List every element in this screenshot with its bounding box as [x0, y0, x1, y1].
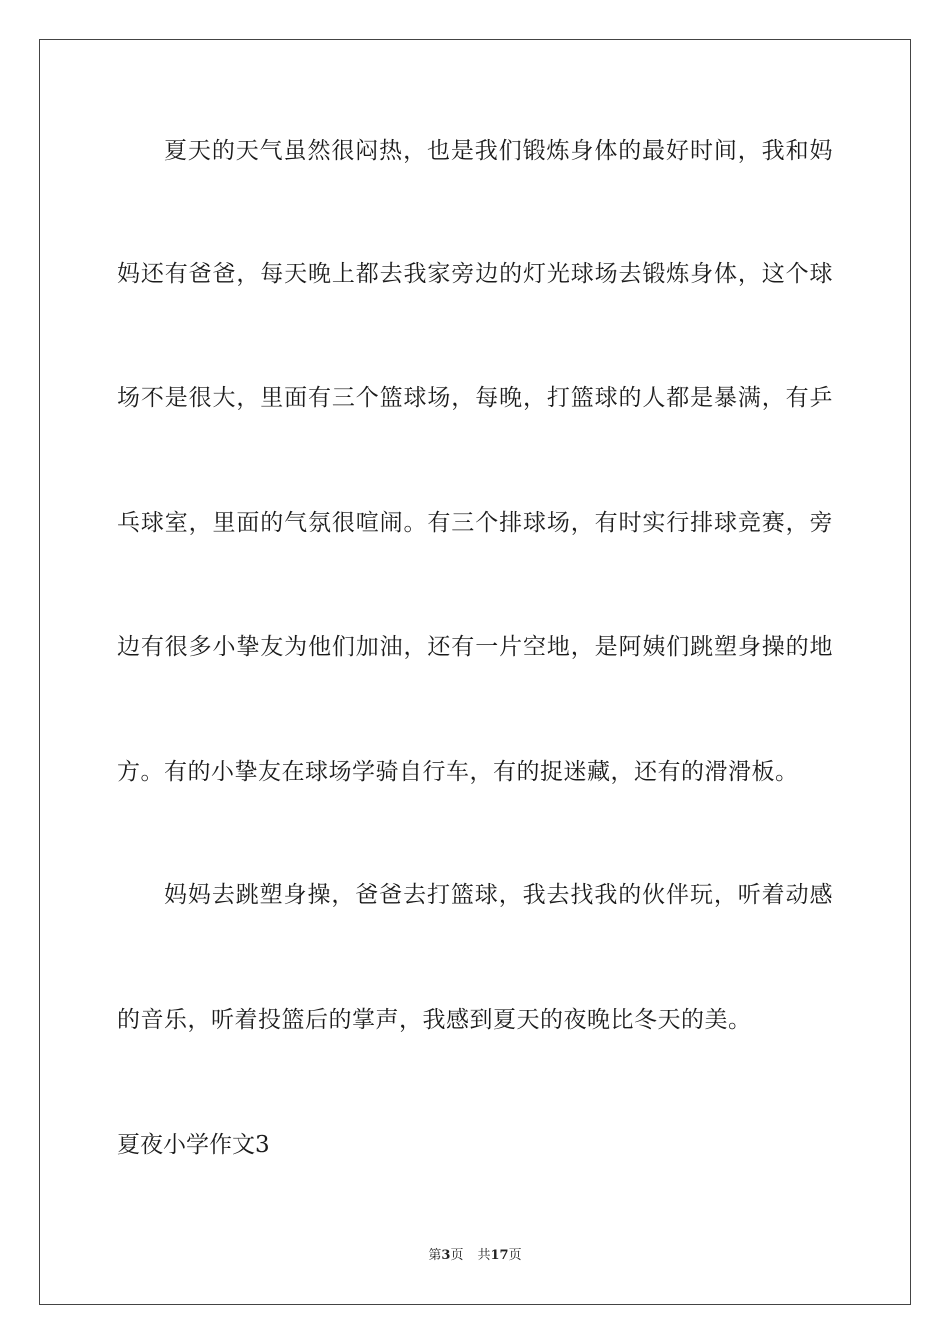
paragraph-line: 边有很多小挚友为他们加油，还有一片空地，是阿姨们跳塑身操的地	[117, 634, 833, 660]
page-unit: 页	[450, 1248, 464, 1263]
paragraph-line: 妈妈去跳塑身操，爸爸去打篮球，我去找我的伙伴玩，听着动感	[164, 882, 833, 908]
paragraph-line: 的音乐，听着投篮后的掌声，我感到夏天的夜晚比冬天的美。	[117, 1007, 752, 1033]
paragraph-line: 夏天的天气虽然很闷热，也是我们锻炼身体的最好时间，我和妈	[164, 138, 833, 164]
page-frame	[39, 39, 911, 1305]
current-page-number: 3	[441, 1248, 451, 1263]
paragraph-line: 妈还有爸爸，每天晚上都去我家旁边的灯光球场去锻炼身体，这个球	[117, 261, 833, 287]
total-prefix: 共	[477, 1248, 491, 1263]
section-heading: 夏夜小学作文3	[117, 1132, 270, 1158]
total-page-count: 17	[490, 1248, 509, 1263]
page-prefix: 第	[428, 1248, 442, 1263]
paragraph-line: 方。有的小挚友在球场学骑自行车，有的捉迷藏，还有的滑滑板。	[117, 759, 799, 785]
total-unit: 页	[508, 1248, 522, 1263]
paragraph-line: 乓球室，里面的气氛很喧闹。有三个排球场，有时实行排球竞赛，旁	[117, 510, 833, 536]
paragraph-line: 场不是很大，里面有三个篮球场，每晚，打篮球的人都是暴满，有乒	[117, 385, 833, 411]
page-footer	[0, 1247, 950, 1265]
